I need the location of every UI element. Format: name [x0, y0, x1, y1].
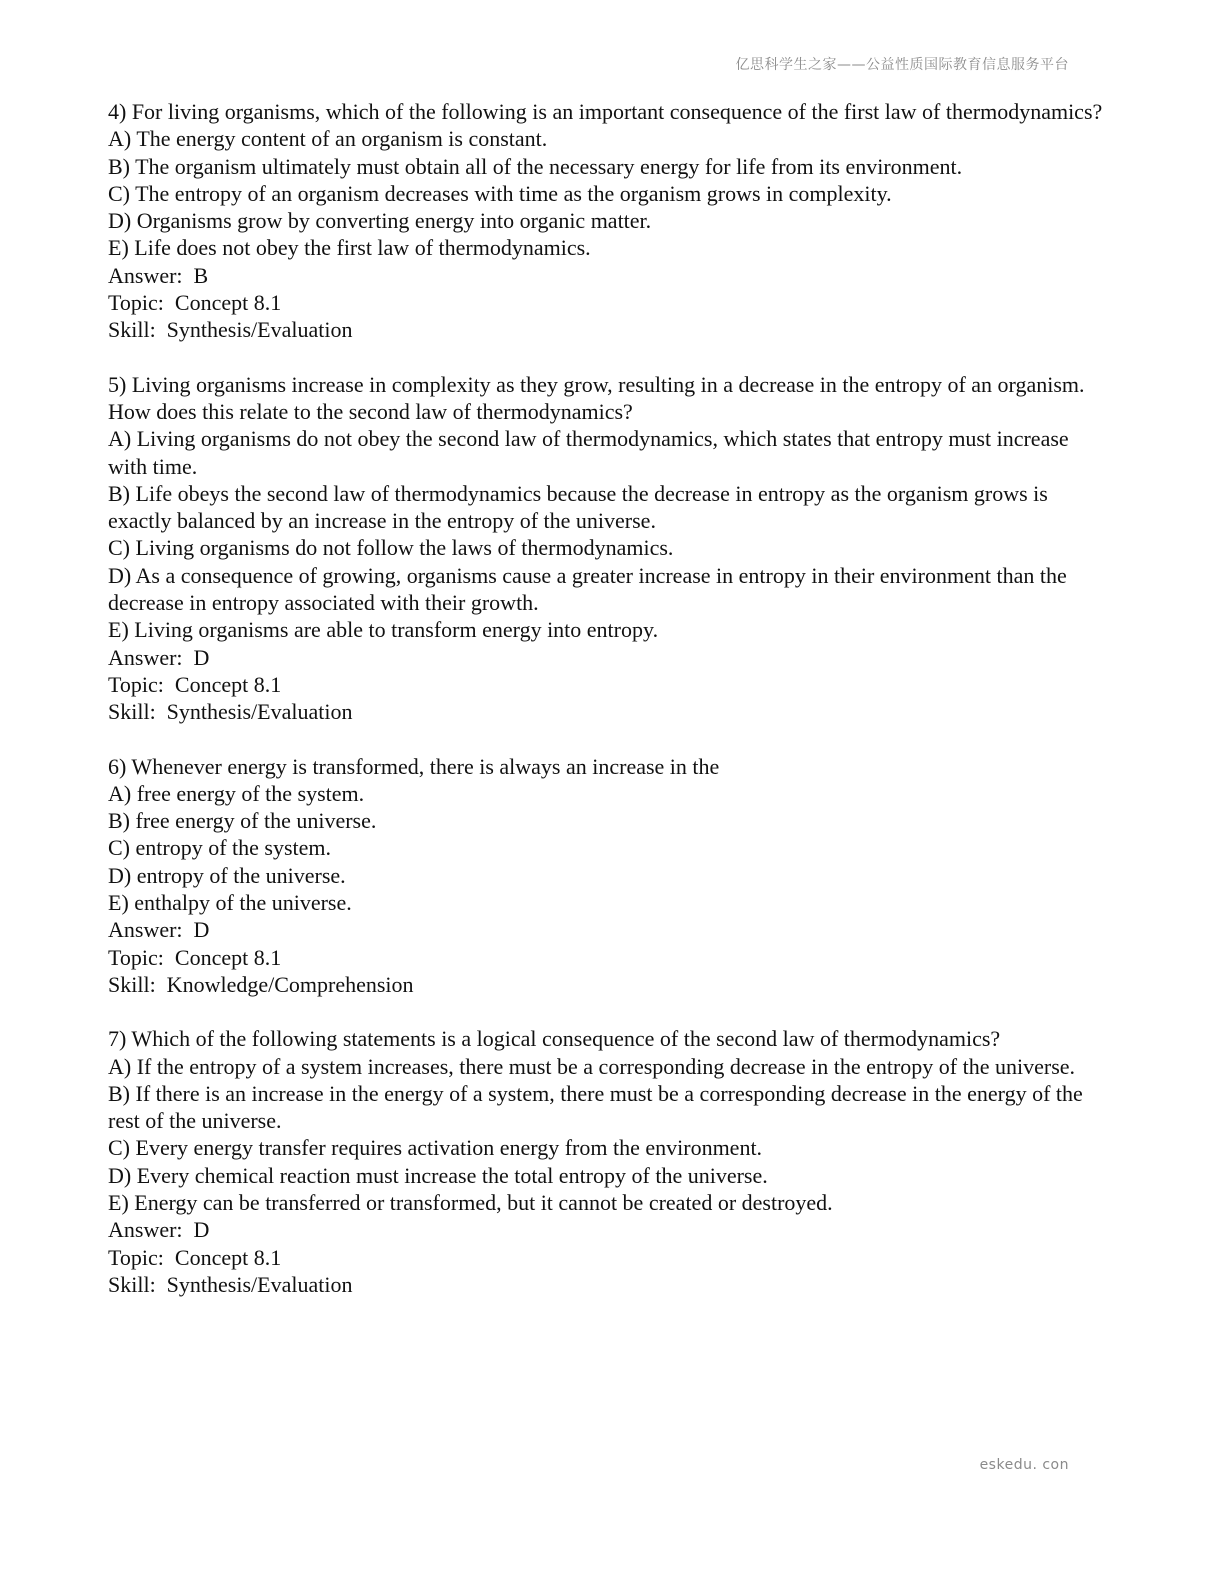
option-b: B) Life obeys the second law of thermodynamics because the decrease in entropy as the organism grows is exactly balanced by an increase in the entropy of the universe. [108, 480, 1054, 534]
option-e: E) enthalpy of the universe. [108, 890, 352, 916]
topic-line: Topic: Concept 8.1 [108, 1244, 282, 1270]
option-b: B) free energy of the universe. [108, 808, 377, 834]
option-c: C) The entropy of an organism decreases with time as the organism grows in complexity. [108, 180, 892, 206]
option-e: E) Energy can be transferred or transformed, but it cannot be created or destroyed. [108, 1189, 833, 1215]
option-d: D) entropy of the universe. [108, 862, 346, 888]
question-stem: 5) Living organisms increase in complexity as they grow, resulting in a decrease in the entropy of an organism. How does this relate to the second law of thermodynamics? [108, 371, 1091, 424]
option-a: A) If the entropy of a system increases, there must be a corresponding decrease in the entropy of the universe. [108, 1053, 1076, 1079]
skill-line: Skill: Synthesis/Evaluation [108, 317, 353, 343]
option-c: C) entropy of the system. [108, 835, 332, 861]
topic-line: Topic: Concept 8.1 [108, 290, 282, 316]
question-7 [108, 1025, 1108, 1298]
option-d: D) Every chemical reaction must increase the total entropy of the universe. [108, 1162, 768, 1188]
page-footer: eskedu. con [979, 1457, 1069, 1473]
question-list [108, 98, 1108, 1298]
answer-line: Answer: D [108, 917, 210, 943]
topic-line: Topic: Concept 8.1 [108, 944, 282, 970]
option-d: D) As a consequence of growing, organisms cause a greater increase in entropy in their environment than the decrease in entropy associated with their growth. [108, 562, 1073, 616]
option-e: E) Life does not obey the first law of thermodynamics. [108, 235, 591, 261]
skill-line: Skill: Synthesis/Evaluation [108, 699, 353, 725]
question-stem: 4) For living organisms, which of the following is an important consequence of the first law of thermodynamics? [108, 99, 1103, 124]
option-b: B) The organism ultimately must obtain all of the necessary energy for life from its environment. [108, 153, 963, 179]
answer-line: Answer: D [108, 1217, 210, 1243]
question-5 [108, 371, 1108, 726]
question-4 [108, 98, 1108, 344]
option-c: C) Living organisms do not follow the laws of thermodynamics. [108, 535, 674, 561]
page-header: 亿思科学生之家——公益性质国际教育信息服务平台 [735, 57, 1069, 73]
option-b: B) If there is an increase in the energy of a system, there must be a corresponding decrease in the energy of the rest of the universe. [108, 1080, 1089, 1134]
option-c: C) Every energy transfer requires activation energy from the environment. [108, 1135, 763, 1161]
skill-line: Skill: Knowledge/Comprehension [108, 971, 414, 997]
option-e: E) Living organisms are able to transform energy into entropy. [108, 617, 659, 643]
skill-line: Skill: Synthesis/Evaluation [108, 1271, 353, 1297]
option-a: A) Living organisms do not obey the second law of thermodynamics, which states that entropy must increase with time. [108, 426, 1075, 479]
question-6 [108, 753, 1108, 999]
question-stem: 6) Whenever energy is transformed, there is always an increase in the [108, 753, 720, 779]
option-a: A) free energy of the system. [108, 780, 365, 806]
answer-line: Answer: B [108, 262, 209, 288]
question-stem: 7) Which of the following statements is a logical consequence of the second law of thermodynamics? [108, 1026, 1001, 1052]
option-a: A) The energy content of an organism is constant. [108, 126, 548, 152]
answer-line: Answer: D [108, 644, 210, 670]
option-d: D) Organisms grow by converting energy into organic matter. [108, 208, 652, 234]
topic-line: Topic: Concept 8.1 [108, 671, 282, 697]
